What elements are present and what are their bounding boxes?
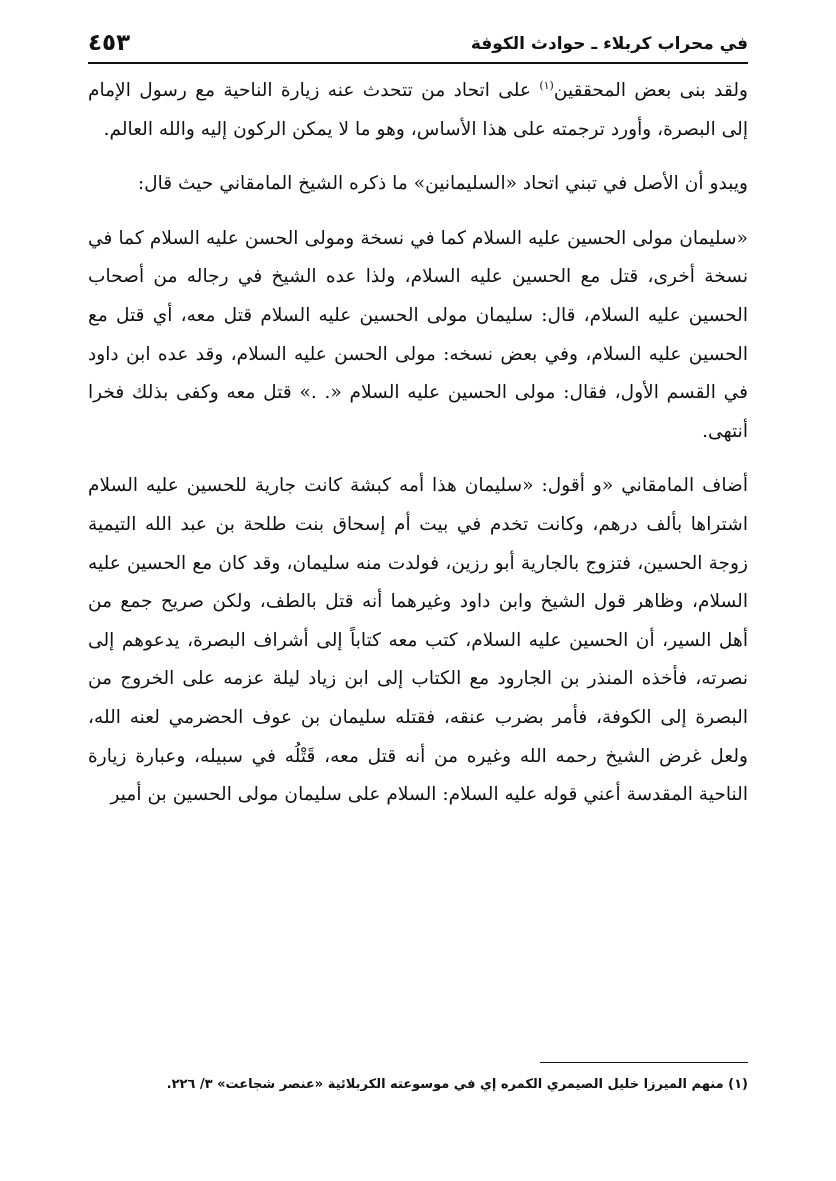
- paragraph-3-quotation: «سليمان مولى الحسين عليه السلام كما في نسخة ومولى الحسن عليه السلام كما في نسخة أخرى، قتل مع الحسين عليه السلام، ولذا عده الشيخ في رجاله من أصحاب الحسين عليه السلام، قال: سليمان مولى الحسين عليه السلام قتل معه، أي قتل مع الحسين عليه السلام، وفي بعض نسخه: مولى الحسن عليه السلام، وقد عده ابن داود في القسم الأول، فقال: مولى الحسين عليه السلام «. .» قتل معه وكفى بذلك فخرا أنتهى.: [88, 227, 748, 442]
- paragraph-4: أضاف المامقاني «و أقول: «سليمان هذا أمه كبشة كانت جارية للحسين عليه السلام اشتراها بألف درهم، وكانت تخدم في بيت أم إسحاق بنت طلحة بن عبد الله التيمية زوجة الحسين، فتزوج بالجارية أبو رزين، فولدت منه سليمان، وقد كان مع الحسين عليه السلام، وظاهر قول الشيخ وابن داود وغيرهما أنه قتل بالطف، ولكن صريح جمع من أهل السير، أن الحسين عليه السلام، كتب معه كتاباً إلى أشراف البصرة، يدعوهم إلى نصرته، فأخذه المنذر بن الجارود مع الكتاب إلى ابن زياد ليلة عزمه على الخروج من البصرة إلى الكوفة، فأمر بضرب عنقه، فقتله سليمان بن عوف الحضرمي لعنه الله، ولعل غرض الشيخ رحمه الله وغيره من أنه قتل معه، قَتْلُه في سبيله، وعبارة زيارة الناحية المقدسة أعني قوله عليه السلام: السلام على سليمان مولى الحسين بن أمير: [88, 475, 748, 806]
- page-number: ٤٥٣: [88, 30, 131, 56]
- main-text: [88, 72, 748, 815]
- paragraph-1-start: ولقد بنى بعض المحققين: [553, 80, 748, 101]
- paragraph-spacer: [88, 204, 748, 220]
- footnote-reference[interactable]: (١): [539, 78, 554, 92]
- paragraph-1: [88, 72, 748, 149]
- paragraph-1-rest: على اتحاد من تتحدث عنه زيارة الناحية مع رسول الإمام إلى البصرة، وأورد ترجمته على هذا الأساس، وهو ما لا يمكن الركون إليه والله العالم.: [88, 80, 748, 140]
- paragraph-spacer: [88, 149, 748, 165]
- running-header: [88, 28, 748, 62]
- footnote-divider: [540, 1062, 748, 1063]
- header-divider: [88, 62, 748, 64]
- paragraph-spacer: [88, 451, 748, 467]
- paragraph-2: ويبدو أن الأصل في تبني اتحاد «السليمانين» ما ذكره الشيخ المامقاني حيث قال:: [137, 173, 748, 195]
- header-title: في محراب كربلاء ـ حوادث الكوفة: [470, 34, 748, 54]
- footnote-1: (١) منهم الميرزا خليل الصيمري الكمره إي في موسوعته الكربلائية «عنصر شجاعت» ٣/ ٢٢٦.: [166, 1077, 748, 1092]
